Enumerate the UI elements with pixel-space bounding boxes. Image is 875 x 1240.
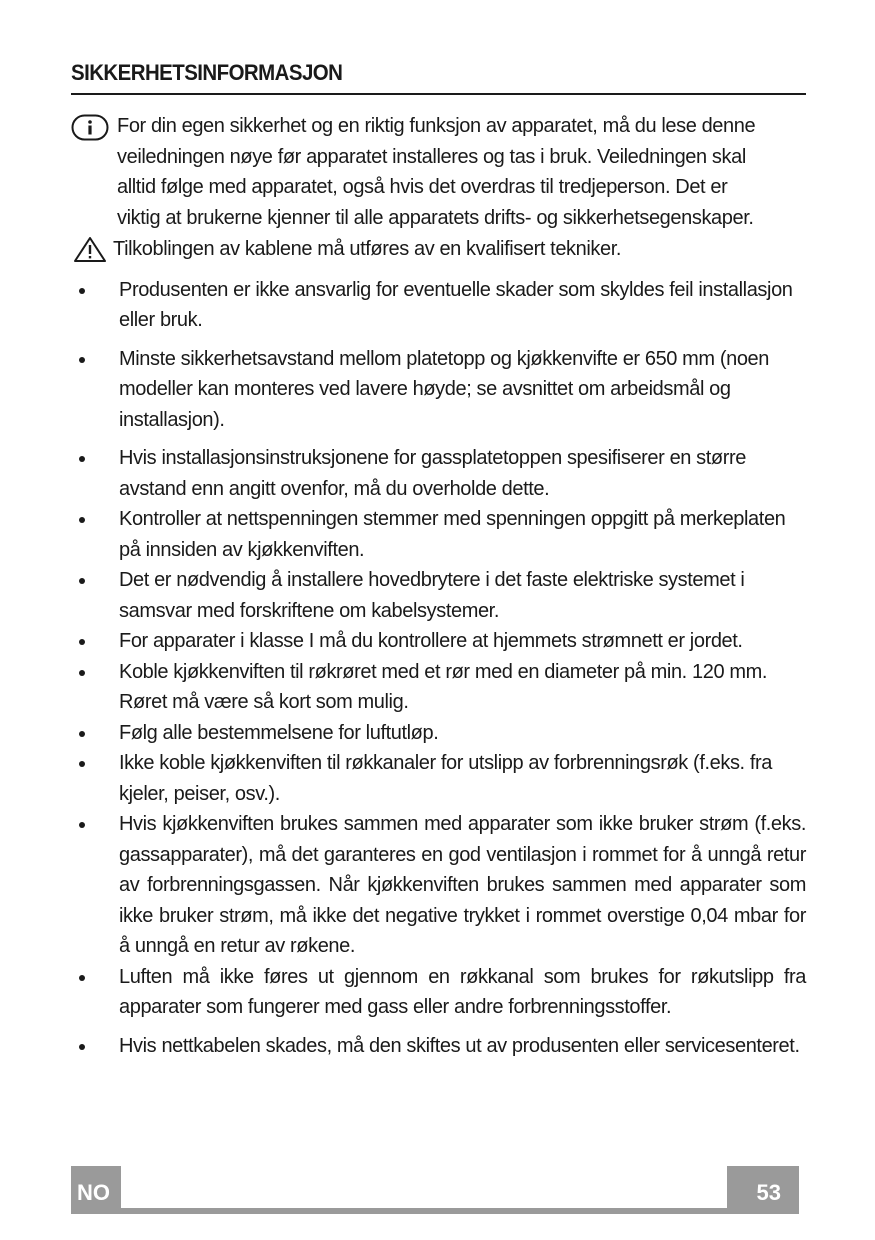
- warning-text: Tilkoblingen av kablene må utføres av en kvalifisert tekniker.: [113, 238, 622, 260]
- warning-line: [71, 234, 806, 265]
- page-number: 53: [756, 1180, 781, 1205]
- safety-list: [71, 275, 806, 1062]
- page-number-tab: [727, 1166, 799, 1214]
- page-title: SIKKERHETSINFORMASJON: [71, 60, 343, 85]
- footer-bar: [121, 1208, 727, 1214]
- bullet-icon: [79, 822, 85, 828]
- list-item: Det er nødvendig å installere hovedbrytere i det faste elektriske systemet i samsvar med forskriftene om kabelsystemer.: [71, 565, 806, 626]
- bullet-icon: [79, 975, 85, 981]
- list-item: Hvis installasjonsinstruksjonene for gassplatetoppen spesifiserer en større avstand enn angitt ovenfor, må du overholde dette.: [71, 443, 806, 504]
- list-item: Koble kjøkkenviften til røkrøret med et rør med en diameter på min. 120 mm. Røret må være så kort som mulig.: [71, 657, 806, 718]
- list-item: Minste sikkerhetsavstand mellom platetopp og kjøkkenvifte er 650 mm (noen modeller kan monteres ved lavere høyde; se avsnittet om arbeidsmål og installasjon).: [71, 344, 806, 436]
- title-divider: [71, 93, 806, 95]
- bullet-icon: [79, 761, 85, 767]
- list-item: Ikke koble kjøkkenviften til røkkanaler for utslipp av forbrenningsrøk (f.eks. fra kjeler, peiser, osv.).: [71, 748, 806, 809]
- list-item: Produsenten er ikke ansvarlig for eventuelle skader som skyldes feil installasjon eller bruk.: [71, 275, 806, 336]
- list-item: For apparater i klasse I må du kontrollere at hjemmets strømnett er jordet.: [71, 626, 806, 657]
- warning-icon: [73, 236, 107, 263]
- info-paragraph: For din egen sikkerhet og en riktig funksjon av apparatet, må du lese denne veiledningen nøye før apparatet installeres og tas i bruk. Veiledningen skal alltid følge med apparatet, også hvis det overdras til tredjeperson. Det er viktig at brukerne kjenner til alle apparatets drifts- og sikkerhetsegenskaper.: [117, 115, 756, 229]
- bullet-icon: [79, 639, 85, 645]
- bullet-icon: [79, 456, 85, 462]
- list-item: Kontroller at nettspenningen stemmer med spenningen oppgitt på merkeplaten på innsiden av kjøkkenviften.: [71, 504, 806, 565]
- bullet-icon: [79, 731, 85, 737]
- bullet-icon: [79, 1044, 85, 1050]
- list-item: Hvis kjøkkenviften brukes sammen med apparater som ikke bruker strøm (f.eks. gassapparater), må det garanteres en god ventilasjon i rommet for å unngå retur av forbrenningsgassen. Når kjøkkenviften brukes sammen med apparater som ikke bruker strøm, må ikke det negative trykket i rommet overstige 0,04 mbar for å unngå en retur av røkene.: [71, 809, 806, 962]
- bullet-icon: [79, 288, 85, 294]
- bullet-icon: [79, 578, 85, 584]
- list-item: Luften må ikke føres ut gjennom en røkkanal som brukes for røkutslipp fra apparater som fungerer med gass eller andre forbrenningsstoffer.: [71, 962, 806, 1023]
- bullet-icon: [79, 357, 85, 363]
- language-label: NO: [77, 1180, 110, 1205]
- list-item: Følg alle bestemmelsene for luftutløp.: [71, 718, 806, 749]
- info-block: [71, 111, 757, 233]
- list-item: Hvis nettkabelen skades, må den skiftes ut av produsenten eller servicesenteret.: [71, 1031, 806, 1062]
- bullet-icon: [79, 517, 85, 523]
- content: [71, 111, 806, 1061]
- language-tab: [71, 1166, 121, 1214]
- bullet-icon: [79, 670, 85, 676]
- info-icon: [71, 114, 109, 141]
